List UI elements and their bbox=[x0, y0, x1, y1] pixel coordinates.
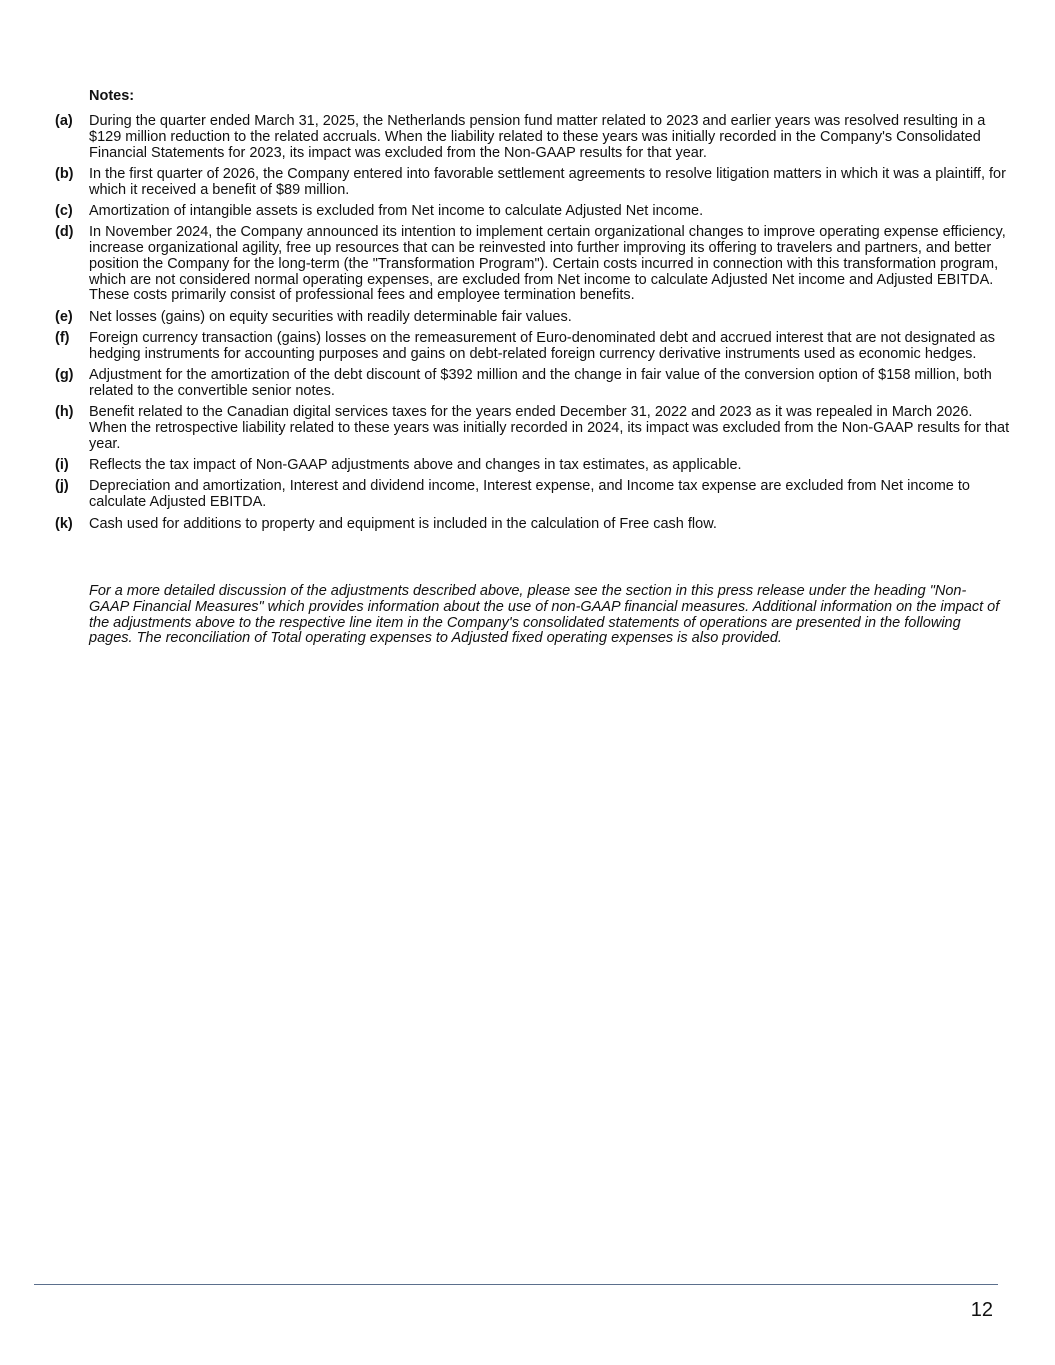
note-text: In November 2024, the Company announced its intention to implement certain organizational changes to improve operating expense efficiency, increase organizational agility, free up resources that can be reinvested into further improving its offering to travelers and partners, and better position the Company for the long-term (the "Transformation Program"). Certain costs incurred in connection with this transformation program, which are not considered normal operating expenses, are excluded from Net income to calculate Adjusted Net income and Adjusted EBITDA. These costs primarily consist of professional fees and employee termination benefits. bbox=[89, 224, 1006, 304]
note-h bbox=[52, 405, 1014, 452]
note-f bbox=[52, 331, 1014, 363]
note-k bbox=[52, 517, 1014, 533]
discussion-paragraph: For a more detailed discussion of the adjustments described above, please see the section in this press release under the heading "Non-GAAP Financial Measures" which provides information about the use of non-GAAP financial measures. Additional information on the impact of the adjustments above to the respective line item in the Company's consolidated statements of operations are presented in the following pages. The reconciliation of Total operating expenses to Adjusted fixed operating expenses is also provided. bbox=[89, 583, 1000, 647]
note-j bbox=[52, 479, 1014, 511]
note-text: Foreign currency transaction (gains) losses on the remeasurement of Euro-denominated debt and accrued interest that are not designated as hedging instruments for accounting purposes and gains on debt-related foreign currency derivative instruments used as economic hedges. bbox=[89, 330, 995, 362]
note-text: Net losses (gains) on equity securities with readily determinable fair values. bbox=[89, 308, 572, 325]
notes-list bbox=[52, 114, 1014, 538]
note-text: Amortization of intangible assets is excluded from Net income to calculate Adjusted Net income. bbox=[89, 202, 704, 219]
note-letter: (i) bbox=[55, 457, 69, 474]
footer-divider bbox=[34, 1284, 998, 1285]
note-letter: (g) bbox=[55, 367, 74, 384]
note-b bbox=[52, 167, 1014, 199]
note-letter: (j) bbox=[55, 478, 69, 495]
note-text: Depreciation and amortization, Interest and dividend income, Interest expense, and Income tax expense are excluded from Net income to calculate Adjusted EBITDA. bbox=[89, 478, 970, 511]
note-letter: (c) bbox=[55, 202, 73, 219]
note-letter: (h) bbox=[55, 404, 74, 421]
page-number: 12 bbox=[970, 1299, 993, 1321]
note-text: During the quarter ended March 31, 2025, the Netherlands pension fund matter related to 2023 and earlier years was resolved resulting in a $129 million reduction to the related accruals. When the liability related to these years was initially recorded in the Company's Consolidated Financial Statements for 2023, its impact was excluded from the Non-GAAP results for that year. bbox=[89, 113, 986, 161]
note-c bbox=[52, 204, 1014, 220]
note-text: Cash used for additions to property and equipment is included in the calculation of Free cash flow. bbox=[89, 515, 717, 532]
notes-heading: Notes: bbox=[89, 88, 135, 104]
note-text: Reflects the tax impact of Non-GAAP adjustments above and changes in tax estimates, as applicable. bbox=[89, 457, 742, 474]
note-letter: (f) bbox=[55, 330, 70, 347]
note-a bbox=[52, 114, 1014, 161]
note-letter: (e) bbox=[55, 308, 73, 325]
note-letter: (d) bbox=[55, 224, 74, 241]
note-i bbox=[52, 458, 1014, 474]
note-text: In the first quarter of 2026, the Company entered into favorable settlement agreements to resolve litigation matters in which it was a plaintiff, for which it received a benefit of $89 million. bbox=[89, 165, 1006, 198]
note-g bbox=[52, 368, 1014, 400]
note-letter: (b) bbox=[55, 165, 74, 182]
note-text: Benefit related to the Canadian digital services taxes for the years ended December 31, 2022 and 2023 as it was repealed in March 2026. When the retrospective liability related to these years was initially recorded in 2024, its impact was excluded from the Non-GAAP results for that year. bbox=[89, 404, 1010, 452]
note-letter: (k) bbox=[55, 515, 73, 532]
note-letter: (a) bbox=[55, 113, 73, 129]
note-text: Adjustment for the amortization of the debt discount of $392 million and the change in fair value of the conversion option of $158 million, both related to the convertible senior notes. bbox=[89, 367, 992, 399]
note-d bbox=[52, 225, 1014, 304]
note-e bbox=[52, 310, 1014, 326]
